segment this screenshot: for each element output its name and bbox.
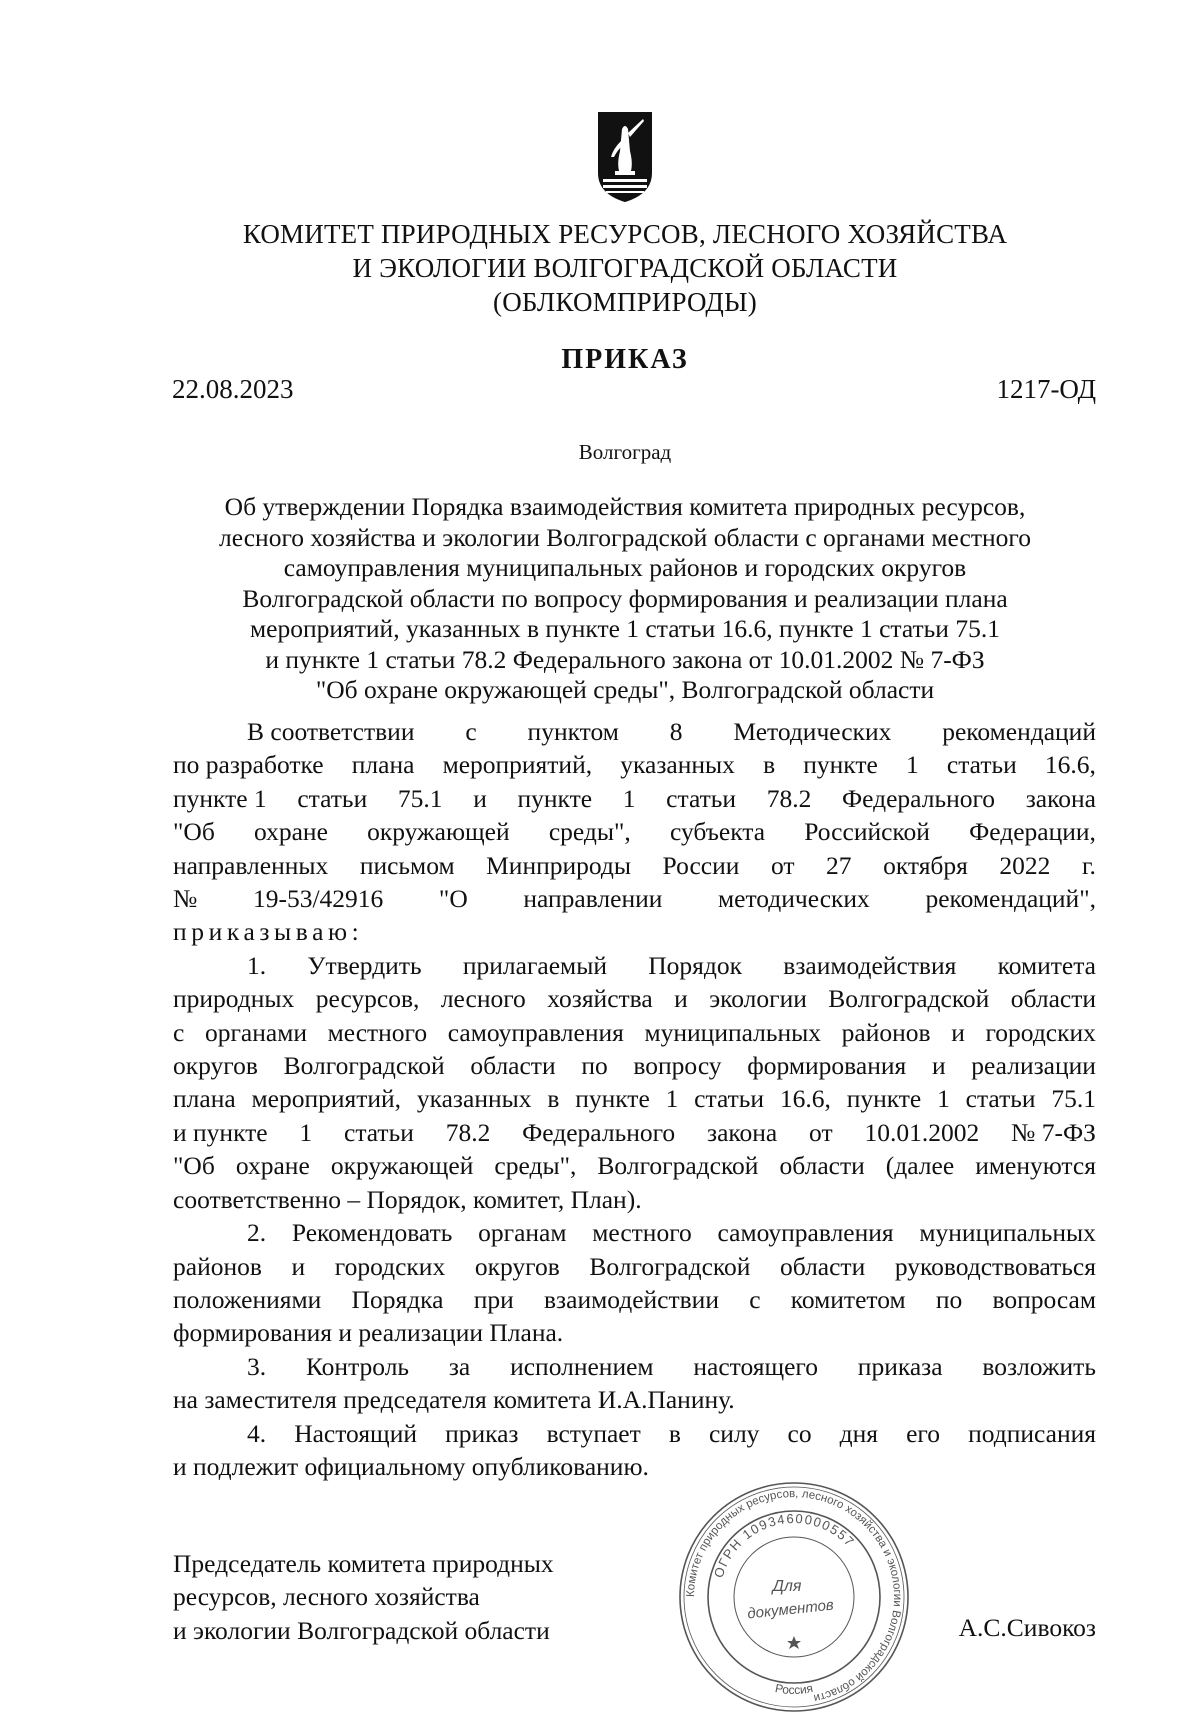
word: муниципальных bbox=[919, 1218, 1096, 1248]
word: статьи bbox=[946, 750, 1017, 780]
word: руководствоваться bbox=[894, 1251, 1096, 1281]
title-line: "Об охране окружающей среды", Волгоградской области bbox=[315, 675, 935, 704]
word: природных bbox=[173, 984, 295, 1014]
title-line: лесного хозяйства и экологии Волгоградской области с органами местного bbox=[219, 522, 1031, 552]
word: от bbox=[809, 1117, 833, 1147]
word: пунктом bbox=[527, 717, 619, 746]
word: и bbox=[931, 1051, 946, 1081]
word: комитета bbox=[997, 950, 1096, 980]
title-line: самоуправления муниципальных районов и городских округов bbox=[283, 553, 967, 582]
word: формирования bbox=[747, 1051, 907, 1081]
word: 4. bbox=[247, 1418, 267, 1448]
organization-name bbox=[150, 217, 1100, 319]
word: подписания bbox=[968, 1418, 1096, 1448]
word: районов bbox=[841, 1017, 931, 1047]
word: окружающей bbox=[367, 817, 510, 847]
word: вопросу bbox=[633, 1051, 722, 1081]
word: Рекомендовать bbox=[291, 1218, 453, 1248]
word: 75.1 bbox=[1051, 1084, 1096, 1114]
volgograd-coat-of-arms-icon bbox=[597, 111, 653, 203]
text-line bbox=[173, 782, 1096, 815]
word: области bbox=[470, 1051, 556, 1081]
word: Российской bbox=[804, 817, 930, 847]
word: среды", bbox=[494, 1151, 577, 1181]
document-body bbox=[173, 715, 1096, 1483]
word: органами bbox=[204, 1017, 307, 1047]
stamp-bottom-text: Россия bbox=[773, 1681, 815, 1698]
document-type: ПРИКАЗ bbox=[561, 344, 689, 375]
word: направленных bbox=[173, 850, 329, 880]
word: прилагаемый bbox=[462, 950, 607, 980]
word: Утвердить bbox=[307, 950, 422, 980]
word: октября bbox=[883, 850, 968, 880]
org-line: (ОБЛКОМПРИРОДЫ) bbox=[493, 287, 757, 317]
position-line: Председатель комитета природных bbox=[173, 1549, 554, 1578]
word: закона bbox=[1025, 783, 1096, 813]
word: субъекта bbox=[669, 817, 766, 847]
word: статьи bbox=[297, 783, 368, 813]
title-line: Об утверждении Порядка взаимодействия комитета природных ресурсов, bbox=[224, 492, 1026, 521]
word: Настоящий bbox=[294, 1418, 417, 1448]
word: городских bbox=[334, 1251, 446, 1281]
word: охране bbox=[254, 817, 328, 847]
word: возложить bbox=[982, 1351, 1096, 1381]
word: Методических bbox=[733, 717, 892, 746]
word: мероприятий, bbox=[251, 1084, 402, 1114]
word: лесного bbox=[440, 984, 526, 1014]
text-line bbox=[173, 1250, 1096, 1283]
word: области bbox=[779, 1151, 865, 1181]
word: округов bbox=[173, 1051, 258, 1081]
text-line bbox=[173, 1016, 1096, 1049]
preamble-paragraph bbox=[173, 715, 1096, 915]
word: округов bbox=[474, 1251, 560, 1281]
word: 1 bbox=[665, 1084, 679, 1114]
word: статьи bbox=[694, 1084, 765, 1114]
decree-word: приказываю: bbox=[173, 917, 364, 947]
word: в bbox=[668, 1418, 681, 1448]
word: в bbox=[547, 1084, 560, 1114]
word: направлении bbox=[523, 884, 663, 914]
word: взаимодействия bbox=[783, 950, 957, 980]
word: 10.01.2002 bbox=[864, 1117, 980, 1147]
word: и bbox=[291, 1251, 306, 1281]
text-line bbox=[173, 1350, 1096, 1383]
word: Федерального bbox=[842, 783, 996, 813]
item-1-paragraph bbox=[173, 949, 1096, 1183]
item-4-paragraph bbox=[173, 1417, 1096, 1450]
stamp-center-line-1: Для bbox=[772, 1578, 802, 1595]
stamp-star-icon bbox=[787, 1636, 801, 1649]
document-date: 22.08.2023 bbox=[172, 374, 294, 404]
word: при bbox=[473, 1284, 514, 1314]
item-1-last-line: соответственно – Порядок, комитет, План). bbox=[173, 1184, 642, 1214]
text-line bbox=[173, 949, 1096, 982]
word: городских bbox=[985, 1017, 1096, 1047]
word: № 7-ФЗ bbox=[1011, 1117, 1096, 1147]
word: окружающей bbox=[330, 1151, 474, 1181]
official-stamp-seal bbox=[675, 1478, 913, 1716]
word: по bbox=[935, 1284, 963, 1314]
word: местного bbox=[327, 1017, 428, 1047]
title-line: и пункте 1 статьи 78.2 Федерального закона от 10.01.2002 № 7-ФЗ bbox=[265, 644, 985, 674]
text-line bbox=[173, 1149, 1096, 1182]
text-line bbox=[173, 1417, 1096, 1450]
word: методических bbox=[718, 884, 870, 914]
word: приказа bbox=[857, 1351, 943, 1381]
word: 75.1 bbox=[397, 783, 443, 813]
word: районов bbox=[173, 1251, 262, 1281]
word: пункте bbox=[846, 1084, 922, 1114]
word: № bbox=[173, 884, 198, 914]
word: с bbox=[173, 1017, 185, 1047]
word: с bbox=[749, 1284, 761, 1314]
signer-name: А.С.Сивокоз bbox=[958, 1613, 1096, 1642]
word: Федерального bbox=[522, 1117, 676, 1147]
text-line bbox=[173, 1082, 1096, 1115]
word: 16.6, bbox=[1044, 750, 1096, 780]
word: экологии bbox=[709, 984, 807, 1014]
word: России bbox=[662, 850, 740, 880]
word: 2. bbox=[247, 1218, 267, 1248]
word: от bbox=[770, 850, 795, 880]
text-line bbox=[173, 849, 1096, 882]
word: силу bbox=[708, 1418, 760, 1448]
word: 3. bbox=[247, 1351, 267, 1381]
word: 1 bbox=[937, 1084, 950, 1114]
word: 8 bbox=[669, 717, 683, 746]
signatory-position bbox=[173, 1547, 554, 1647]
word: органам bbox=[478, 1218, 567, 1248]
stamp-ogrn: ОГРН 1093460000557 bbox=[710, 1510, 858, 1580]
word: 1 bbox=[905, 750, 919, 780]
position-line: и экологии Волгоградской области bbox=[173, 1615, 550, 1645]
word: письмом bbox=[359, 850, 455, 880]
word: комитетом bbox=[790, 1284, 906, 1314]
text-line bbox=[173, 1283, 1096, 1316]
word: "Об bbox=[173, 1151, 215, 1181]
word: рекомендаций", bbox=[925, 884, 1096, 914]
word: Волгоградской bbox=[589, 1251, 751, 1281]
word: статьи bbox=[666, 783, 737, 813]
text-line bbox=[173, 882, 1096, 915]
word: 2022 bbox=[999, 850, 1051, 880]
position-line: ресурсов, лесного хозяйства bbox=[173, 1582, 480, 1612]
word: муниципальных bbox=[644, 1017, 822, 1047]
word: положениями bbox=[173, 1284, 322, 1314]
word: плана bbox=[173, 1084, 236, 1114]
item-2-paragraph bbox=[173, 1216, 1096, 1316]
word: Контроль bbox=[305, 1351, 410, 1381]
stamp-center-line-2: документов bbox=[746, 1596, 835, 1623]
word: области bbox=[779, 1251, 866, 1281]
text-line bbox=[173, 1216, 1096, 1249]
document-city: Волгоград bbox=[578, 440, 672, 464]
word: Волгоградской bbox=[283, 1051, 445, 1081]
word: Минприроды bbox=[486, 850, 632, 880]
word: хозяйства bbox=[547, 984, 653, 1014]
word: охране bbox=[235, 1151, 310, 1181]
word: Волгоградской bbox=[597, 1151, 759, 1181]
word: со bbox=[787, 1418, 812, 1448]
word: области bbox=[1010, 984, 1096, 1014]
word: и пункте bbox=[173, 1117, 268, 1147]
word: "О bbox=[438, 884, 468, 914]
org-line: И ЭКОЛОГИИ ВОЛГОГРАДСКОЙ ОБЛАСТИ bbox=[352, 253, 898, 283]
text-line bbox=[173, 815, 1096, 848]
title-line: Волгоградской области по вопросу формирования и реализации плана bbox=[242, 583, 1008, 613]
word: 19-53/42916 bbox=[252, 884, 384, 914]
word: В соответствии bbox=[247, 717, 415, 746]
word: взаимодействии bbox=[544, 1284, 719, 1314]
word: статьи bbox=[344, 1117, 414, 1147]
word: реализации bbox=[971, 1051, 1096, 1081]
word: 78.2 bbox=[445, 1117, 491, 1147]
word: Порядок bbox=[648, 950, 743, 980]
word: исполнением bbox=[510, 1351, 654, 1381]
word: и bbox=[473, 783, 487, 813]
word: приказ bbox=[445, 1418, 519, 1448]
document-title bbox=[150, 492, 1100, 706]
word: "Об bbox=[173, 817, 215, 847]
item-3-last-line: на заместителя председателя комитета И.А.Панину. bbox=[173, 1385, 735, 1415]
word: пункте bbox=[575, 1084, 650, 1114]
word: пункте bbox=[803, 750, 878, 780]
word: закона bbox=[707, 1117, 778, 1147]
word: именуются bbox=[975, 1151, 1096, 1181]
word: статьи bbox=[965, 1084, 1036, 1114]
word: местного bbox=[592, 1218, 692, 1248]
word: пункте 1 bbox=[173, 783, 267, 813]
text-line bbox=[173, 1049, 1096, 1082]
text-line bbox=[173, 1116, 1096, 1149]
text-line bbox=[173, 715, 1096, 748]
word: г. bbox=[1081, 850, 1096, 880]
word: 78.2 bbox=[766, 783, 812, 813]
word: ресурсов, bbox=[315, 984, 420, 1014]
word: 1 bbox=[622, 783, 636, 813]
word: его bbox=[906, 1418, 941, 1448]
word: самоуправления bbox=[447, 1017, 624, 1047]
word: в bbox=[763, 750, 776, 780]
word: по разработке bbox=[173, 750, 324, 780]
word: Порядка bbox=[351, 1284, 444, 1314]
word: (далее bbox=[885, 1151, 955, 1181]
word: самоуправления bbox=[717, 1218, 894, 1248]
word: 1 bbox=[299, 1117, 313, 1147]
stamp-outer-text: Комитет природных ресурсов, лесного хозяйства и экологии Волгоградской области bbox=[684, 1487, 904, 1704]
word: указанных bbox=[620, 750, 735, 780]
word: за bbox=[448, 1351, 471, 1381]
word: рекомендаций bbox=[942, 717, 1096, 746]
item-4-last-line: и подлежит официальному опубликованию. bbox=[173, 1451, 649, 1481]
word: Федерации, bbox=[969, 817, 1096, 847]
word: вопросам bbox=[992, 1284, 1096, 1314]
word: 1. bbox=[247, 950, 267, 980]
word: среды", bbox=[548, 817, 631, 847]
word: и bbox=[674, 984, 688, 1014]
word: указанных bbox=[416, 1084, 532, 1114]
text-line bbox=[173, 748, 1096, 781]
item-3-paragraph bbox=[173, 1350, 1096, 1383]
item-2-last-line: формирования и реализации Плана. bbox=[173, 1318, 564, 1348]
text-line bbox=[173, 982, 1096, 1015]
word: настоящего bbox=[693, 1351, 818, 1381]
title-line: мероприятий, указанных в пункте 1 статьи 16.6, пункте 1 статьи 75.1 bbox=[250, 614, 1000, 643]
word: с bbox=[465, 717, 477, 746]
word: вступает bbox=[546, 1418, 641, 1448]
word: мероприятий, bbox=[442, 750, 593, 780]
word: и bbox=[951, 1017, 965, 1047]
word: 27 bbox=[826, 850, 852, 880]
word: пункте bbox=[517, 783, 593, 813]
document-number: 1217-ОД bbox=[996, 374, 1096, 404]
word: 16.6, bbox=[779, 1084, 831, 1114]
word: Волгоградской bbox=[828, 984, 990, 1014]
org-line: КОМИТЕТ ПРИРОДНЫХ РЕСУРСОВ, ЛЕСНОГО ХОЗЯЙСТВА bbox=[242, 219, 1008, 249]
word: по bbox=[581, 1051, 608, 1081]
word: дня bbox=[839, 1418, 879, 1448]
word: плана bbox=[351, 750, 415, 780]
